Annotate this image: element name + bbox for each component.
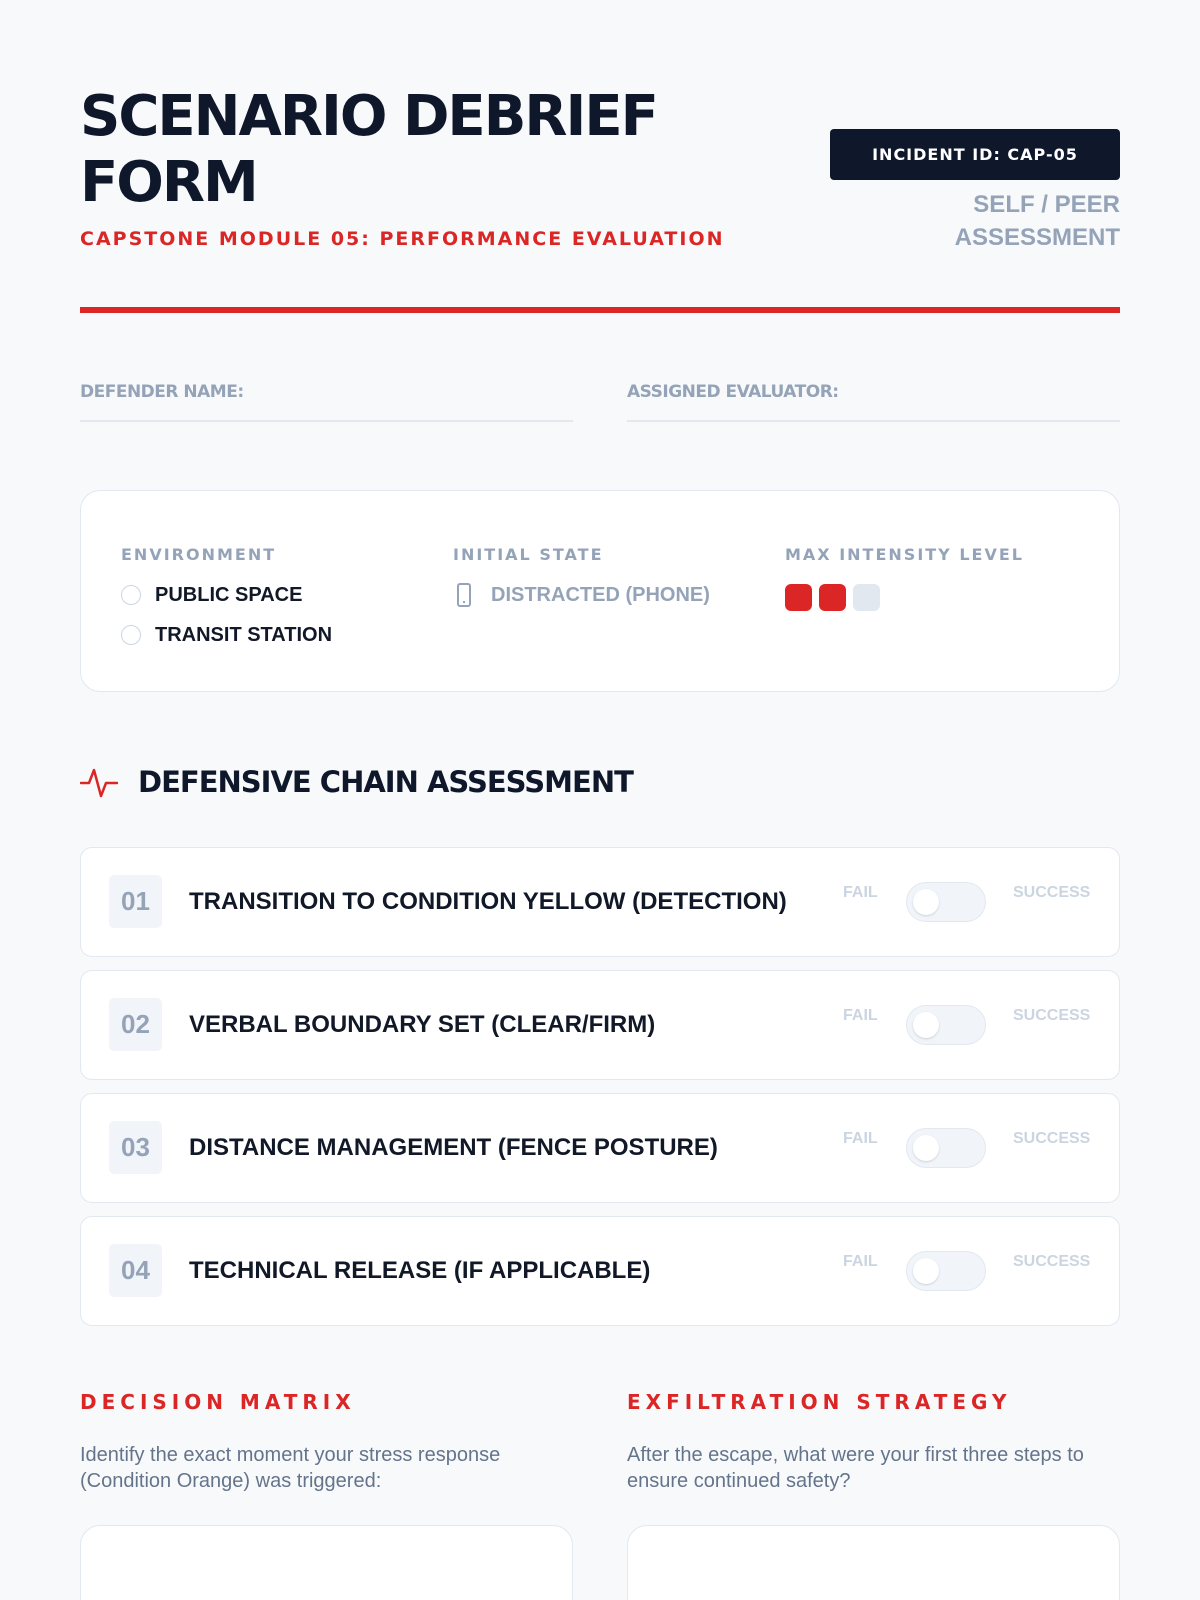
scenario-card bbox=[80, 490, 1120, 692]
exfiltration-answer[interactable] bbox=[627, 1525, 1120, 1600]
pass-fail-toggle[interactable] bbox=[906, 882, 986, 922]
toggle-knob[interactable] bbox=[913, 889, 939, 915]
decision-matrix-title: DECISION MATRIX bbox=[80, 1390, 356, 1414]
decision-matrix-answer[interactable] bbox=[80, 1525, 573, 1600]
fail-label: FAIL bbox=[843, 884, 878, 901]
evaluator-field[interactable] bbox=[627, 382, 1120, 422]
chain-item-number: 01 bbox=[109, 875, 162, 928]
chain-item-number: 02 bbox=[109, 998, 162, 1051]
intensity-pip[interactable] bbox=[853, 584, 880, 611]
decision-matrix-prompt: Identify the exact moment your stress response (Condition Orange) was triggered: bbox=[80, 1444, 501, 1492]
toggle-knob[interactable] bbox=[913, 1135, 939, 1161]
exfiltration-section bbox=[627, 1390, 1120, 1494]
chain-item bbox=[80, 1093, 1120, 1203]
header-divider bbox=[80, 307, 1120, 313]
page-title: SCENARIO DEBRIEF FORM bbox=[80, 84, 657, 215]
radio-public-space[interactable] bbox=[121, 585, 141, 605]
intensity-meter[interactable] bbox=[785, 584, 1024, 611]
page-subtitle: CAPSTONE MODULE 05: PERFORMANCE EVALUATION bbox=[80, 228, 725, 250]
chain-item bbox=[80, 1216, 1120, 1326]
evaluator-label: ASSIGNED EVALUATOR: bbox=[627, 382, 839, 402]
heartbeat-icon bbox=[80, 763, 118, 801]
chain-section-title: DEFENSIVE CHAIN ASSESSMENT bbox=[138, 765, 633, 799]
initial-state-value: DISTRACTED (PHONE) bbox=[491, 583, 710, 606]
toggle-knob[interactable] bbox=[913, 1258, 939, 1284]
environment-column bbox=[121, 545, 332, 664]
intensity-label: MAX INTENSITY LEVEL bbox=[785, 545, 1024, 564]
debrief-form bbox=[80, 0, 1120, 1600]
radio-transit-station[interactable] bbox=[121, 625, 141, 645]
fail-label: FAIL bbox=[843, 1253, 878, 1270]
environment-option[interactable] bbox=[121, 624, 332, 646]
pass-fail-toggle[interactable] bbox=[906, 1251, 986, 1291]
assessment-type: SELF / PEER ASSESSMENT bbox=[954, 191, 1120, 251]
phone-icon bbox=[457, 583, 471, 607]
decision-matrix-section bbox=[80, 1390, 573, 1494]
success-label: SUCCESS bbox=[1013, 884, 1091, 901]
pass-fail-toggle[interactable] bbox=[906, 1005, 986, 1045]
environment-option[interactable] bbox=[121, 584, 332, 606]
initial-state-column bbox=[453, 545, 710, 606]
defender-name-label: DEFENDER NAME: bbox=[80, 382, 244, 402]
environment-label: ENVIRONMENT bbox=[121, 545, 277, 564]
environment-option-label: TRANSIT STATION bbox=[155, 623, 333, 646]
incident-id-badge: INCIDENT ID: CAP-05 bbox=[830, 129, 1120, 180]
fail-label: FAIL bbox=[843, 1130, 878, 1147]
exfiltration-prompt: After the escape, what were your first three steps to ensure continued safety? bbox=[627, 1444, 1084, 1492]
exfiltration-title: EXFILTRATION STRATEGY bbox=[627, 1390, 1012, 1414]
pass-fail-toggle[interactable] bbox=[906, 1128, 986, 1168]
defender-name-field[interactable] bbox=[80, 382, 573, 422]
success-label: SUCCESS bbox=[1013, 1007, 1091, 1024]
chain-item-number: 04 bbox=[109, 1244, 162, 1297]
intensity-pip[interactable] bbox=[785, 584, 812, 611]
fail-label: FAIL bbox=[843, 1007, 878, 1024]
initial-state-label: INITIAL STATE bbox=[453, 545, 604, 564]
initial-state-row bbox=[453, 584, 710, 606]
intensity-column bbox=[785, 545, 1024, 611]
chain-item-label: TECHNICAL RELEASE (IF APPLICABLE) bbox=[189, 1257, 651, 1284]
chain-item bbox=[80, 970, 1120, 1080]
intensity-pip[interactable] bbox=[819, 584, 846, 611]
chain-item bbox=[80, 847, 1120, 957]
chain-item-number: 03 bbox=[109, 1121, 162, 1174]
toggle-knob[interactable] bbox=[913, 1012, 939, 1038]
success-label: SUCCESS bbox=[1013, 1130, 1091, 1147]
chain-item-label: VERBAL BOUNDARY SET (CLEAR/FIRM) bbox=[189, 1011, 656, 1038]
chain-item-label: TRANSITION TO CONDITION YELLOW (DETECTION) bbox=[189, 888, 787, 915]
chain-item-label: DISTANCE MANAGEMENT (FENCE POSTURE) bbox=[189, 1134, 718, 1161]
environment-option-label: PUBLIC SPACE bbox=[155, 583, 303, 606]
chain-section-heading bbox=[80, 760, 633, 804]
success-label: SUCCESS bbox=[1013, 1253, 1091, 1270]
